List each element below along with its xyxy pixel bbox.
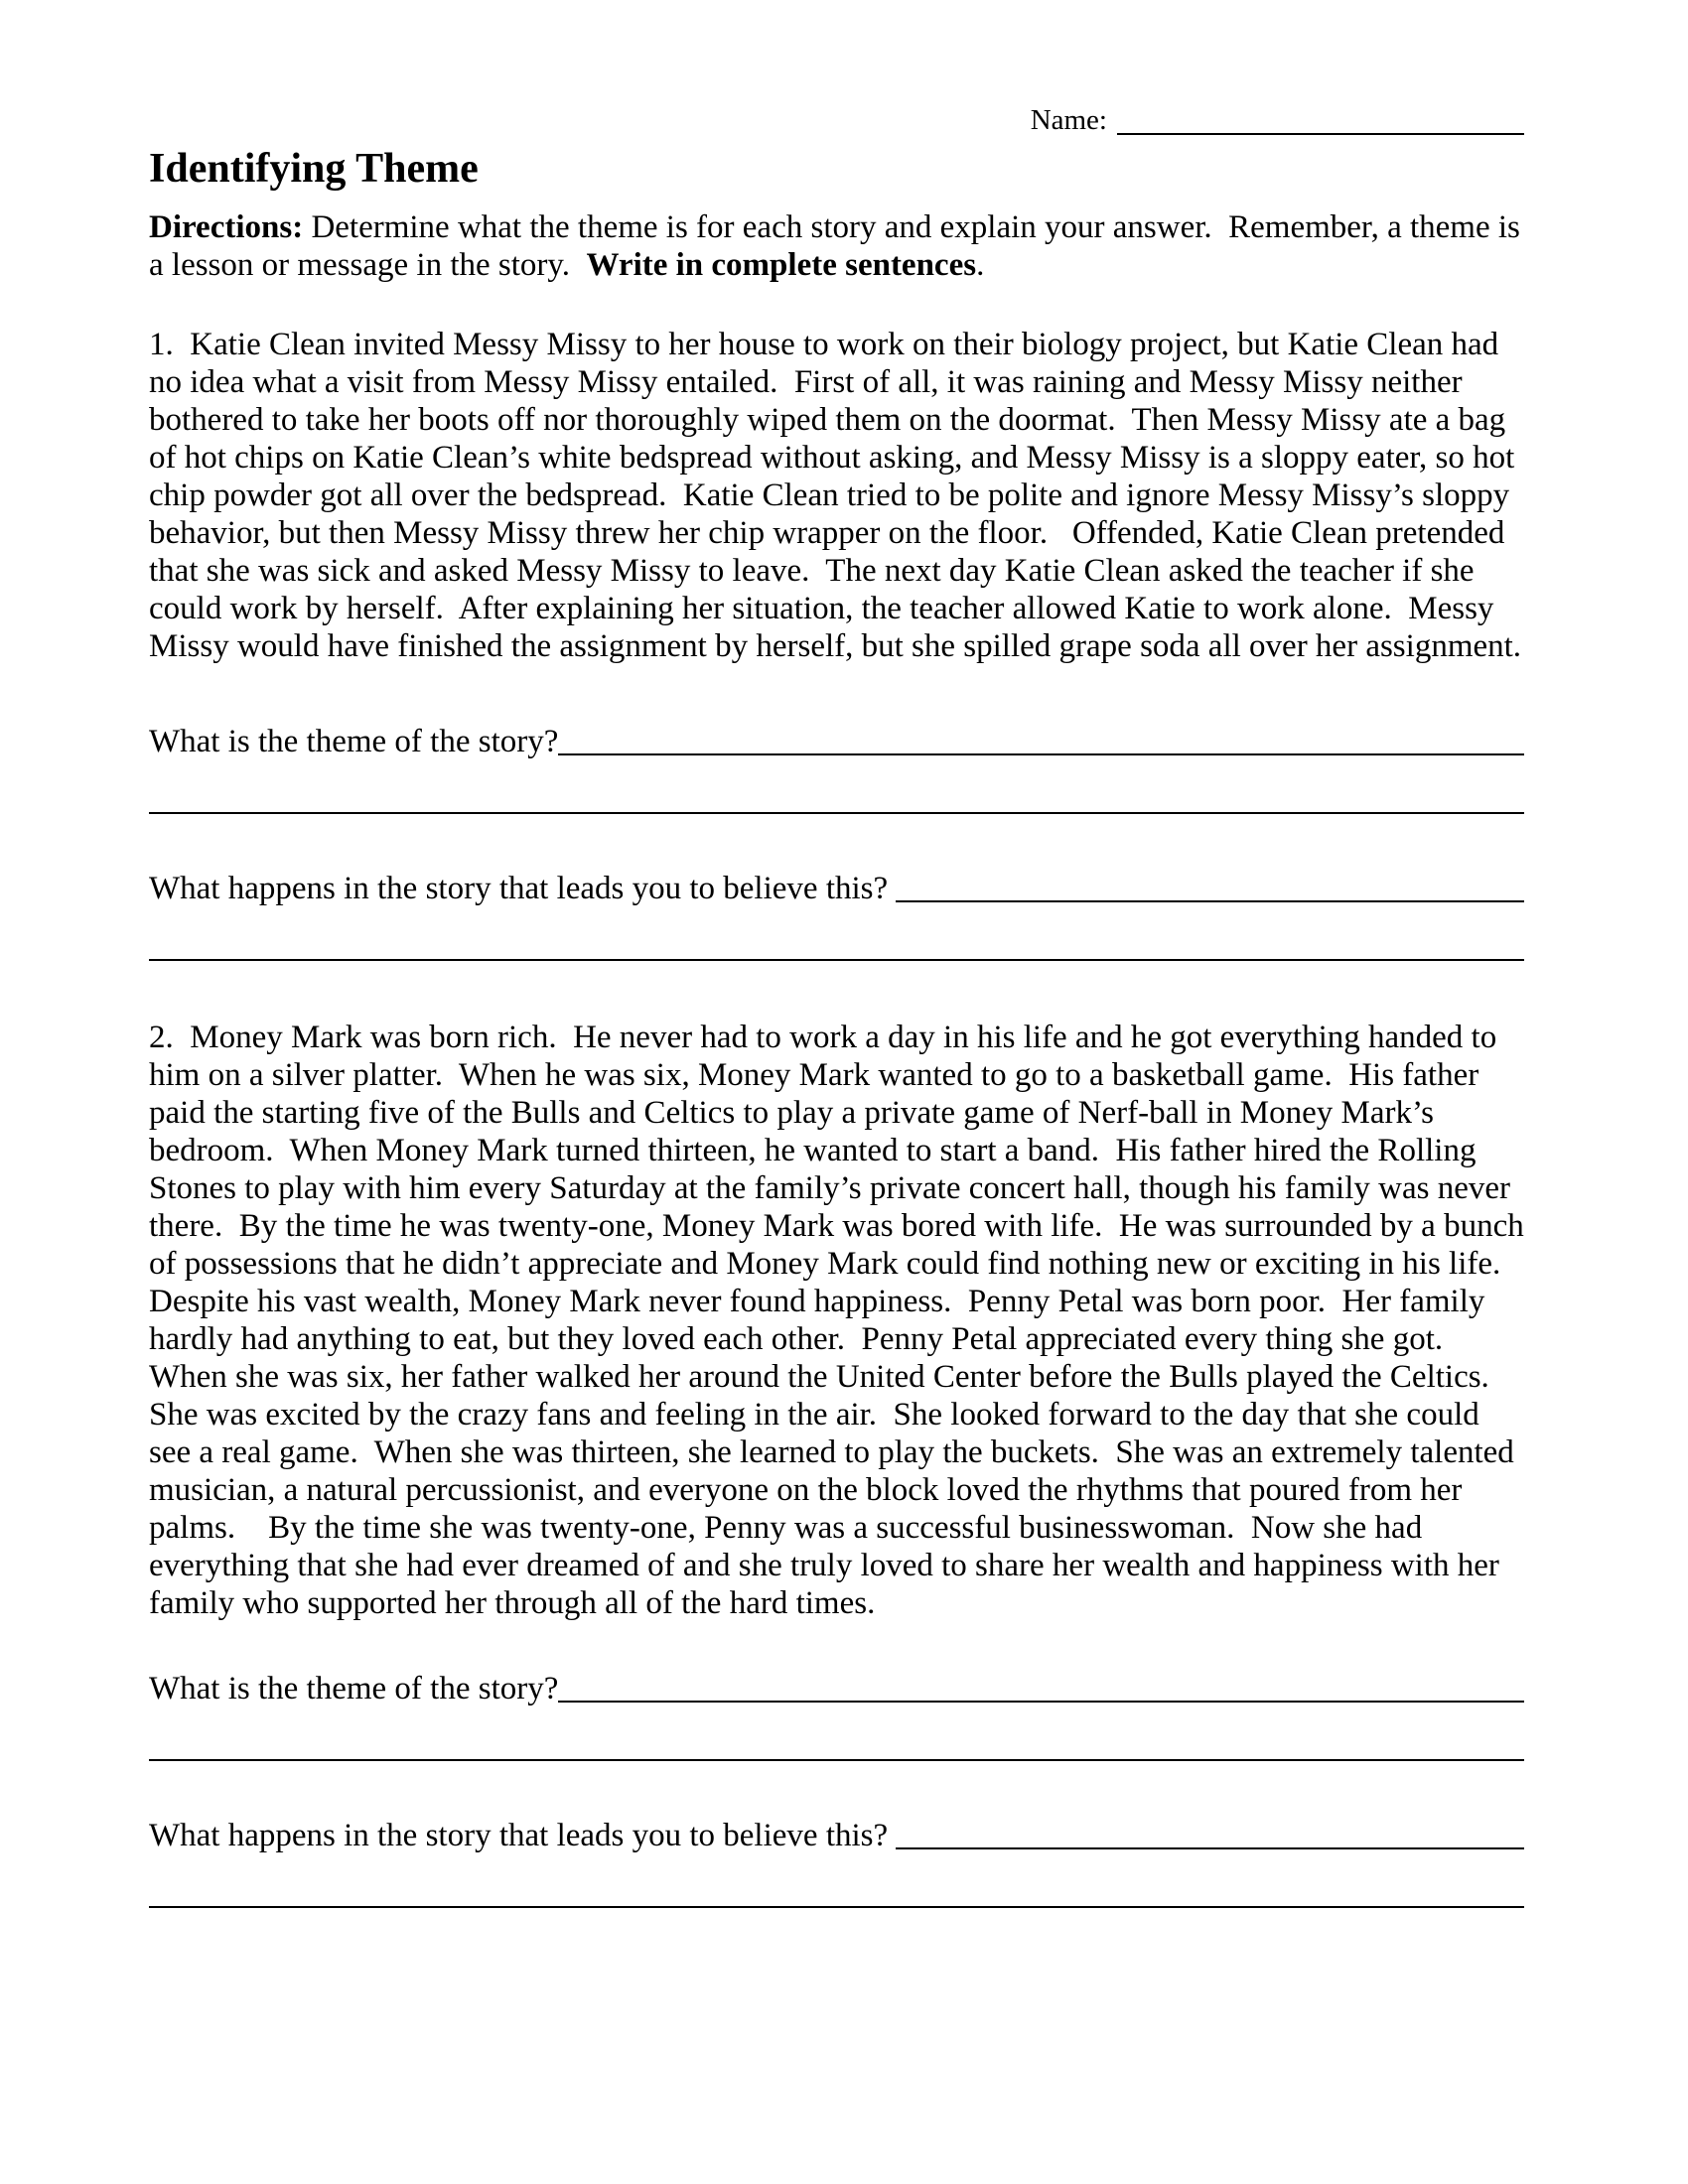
story-1-paragraph xyxy=(149,326,1524,665)
evidence-answer-continuation-line xyxy=(149,959,1524,961)
theme-question-label: What is the theme of the story? xyxy=(149,724,559,759)
story-2-evidence-question-row xyxy=(149,1815,1524,1854)
page-title: Identifying Theme xyxy=(149,146,479,192)
directions-end-punctuation: . xyxy=(976,247,985,283)
theme-answer-blank xyxy=(558,753,1524,755)
directions-label: Directions: xyxy=(149,209,304,245)
theme-answer-continuation-line xyxy=(149,1759,1524,1761)
evidence-question-label: What happens in the story that leads you to believe this? xyxy=(149,871,889,906)
name-blank-line xyxy=(1117,133,1524,135)
directions-text: Determine what the theme is for each story and explain your answer. Remember, a theme is a lesson or message in the story. xyxy=(149,209,1529,283)
story-2-text: 2. Money Mark was born rich. He never had to work a day in his life and he got everything handed to him on a silver platter. When he was six, Money Mark wanted to go to a basketball game. His father paid the starting five of the Bulls and Celtics to play a private game of Nerf-ball in Money Mark’s bedroom. When Money Mark turned thirteen, he wanted to start a band. His father hired the Rolling Stones to play with him every Saturday at the family’s private concert hall, though his family was never there. By the time he was twenty-one, Money Mark was bored with life. He was surrounded by a bunch of possessions that he didn’t appreciate and Money Mark could find nothing new or exciting in his life. Despite his vast wealth, Money Mark never found happiness. Penny Petal was born poor. Her family hardly had anything to eat, but they loved each other. Penny Petal appreciated every thing she got. When she was six, her father walked her around the United Center before the Bulls played the Celtics. She was excited by the crazy fans and feeling in the air. She looked forward to the day that she could see a real game. When she was thirteen, she learned to play the buckets. She was an extremely talented musician, a natural percussionist, and everyone on the block loved the rhythms that poured from her palms. By the time she was twenty-one, Penny was a successful businesswoman. Now she had everything that she had ever dreamed of and she truly loved to share her wealth and happiness with her family who supported her through all of the hard times. xyxy=(149,1020,1532,1621)
theme-answer-continuation-line xyxy=(149,812,1524,814)
story-1-evidence-question-row xyxy=(149,868,1524,907)
story-2-paragraph xyxy=(149,1019,1532,1622)
evidence-answer-blank xyxy=(896,1847,1524,1849)
name-label: Name: xyxy=(1030,104,1107,136)
evidence-question-label: What happens in the story that leads you to believe this? xyxy=(149,1818,889,1853)
directions-bold-text: Write in complete sentences xyxy=(586,247,977,283)
theme-answer-blank xyxy=(558,1701,1524,1703)
story-1-theme-question-row xyxy=(149,721,1524,760)
evidence-answer-blank xyxy=(896,900,1524,902)
name-row xyxy=(149,99,1524,139)
story-2-theme-question-row xyxy=(149,1668,1524,1707)
evidence-answer-continuation-line xyxy=(149,1906,1524,1908)
directions-paragraph xyxy=(149,208,1529,284)
theme-question-label: What is the theme of the story? xyxy=(149,1671,559,1706)
story-1-text: 1. Katie Clean invited Messy Missy to her house to work on their biology project, but Katie Clean had no idea what a visit from Messy Missy entailed. First of all, it was raining and Messy Missy neither bothered to take her boots off nor thoroughly wiped them on the doormat. Then Messy Missy ate a bag of hot chips on Katie Clean’s white bedspread without asking, and Messy Missy is a sloppy eater, so hot chip powder got all over the bedspread. Katie Clean tried to be polite and ignore Messy Missy’s sloppy behavior, but then Messy Missy threw her chip wrapper on the floor. Offended, Katie Clean pretended that she was sick and asked Messy Missy to leave. The next day Katie Clean asked the teacher if she could work by herself. After explaining her situation, the teacher allowed Katie to work alone. Messy Missy would have finished the assignment by herself, but she spilled grape soda all over her assignment. xyxy=(149,327,1523,664)
